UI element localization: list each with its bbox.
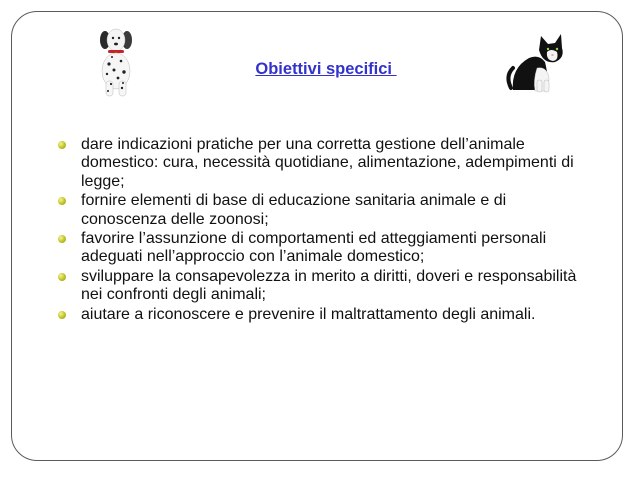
objectives-list	[58, 136, 578, 325]
list-item	[58, 230, 578, 267]
bullet-icon	[58, 141, 66, 149]
list-item	[58, 192, 578, 229]
list-item	[58, 136, 578, 191]
slide-title: Obiettivi specifici	[255, 60, 397, 78]
bullet-icon	[58, 197, 66, 205]
bullet-icon	[58, 273, 66, 281]
list-item	[58, 306, 578, 324]
list-item-text: aiutare a riconoscere e prevenire il maltrattamento degli animali.	[81, 305, 536, 323]
list-item-text: fornire elementi di base di educazione sanitaria animale e di conoscenza delle zoonosi;	[81, 192, 507, 228]
bullet-icon	[58, 311, 66, 319]
list-item-text: dare indicazioni pratiche per una corretta gestione dell’animale domestico: cura, necessità quotidiane, alimentazione, adempimenti di legge;	[81, 136, 574, 190]
bullet-icon	[58, 235, 66, 243]
list-item-text: sviluppare la consapevolezza in merito a diritti, doveri e responsabilità nei confronti degli animali;	[81, 267, 577, 304]
list-item-text: favorire l’assunzione di comportamenti ed atteggiamenti personali adeguati nell’approccio con l’animale domestico;	[81, 230, 547, 266]
list-item	[58, 268, 578, 305]
